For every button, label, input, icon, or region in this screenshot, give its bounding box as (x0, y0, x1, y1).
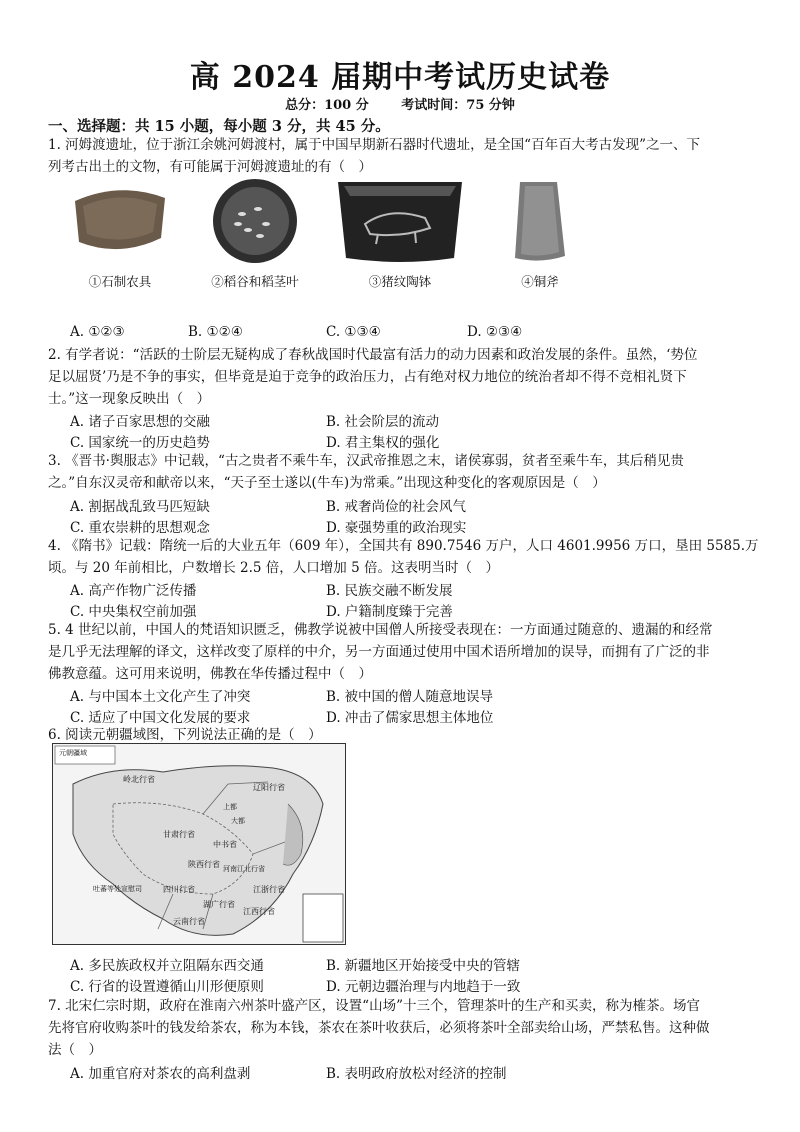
exam-meta (0, 94, 800, 113)
q5-option-d[interactable]: D. 冲击了儒家思想主体地位 (326, 710, 494, 726)
copper-axe-image (495, 176, 585, 266)
pig-pottery-image (330, 176, 470, 266)
q6-option-a[interactable]: A. 多民族政权并立阻隔东西交通 (70, 958, 264, 974)
q1-stem-line: 列考古出土的文物，有可能属于河姆渡遗址的有（ ） (48, 159, 372, 175)
q3-stem-line: 3. 《晋书·舆服志》中记载，“古之贵者不乘牛车，汉武帝推恩之末，诸侯寡弱，贫者至乘牛车，其后稍见贵 (48, 453, 684, 469)
q2-stem-line: 足以屈贤’乃是不争的事实，但毕竟是迫于竞争的政治压力，占有绝对权力地位的统治者却不得不竞相礼贤下 (48, 369, 687, 385)
map-label: 吐蕃等处宣慰司 (93, 885, 142, 893)
section-heading: 一、选择题：共 15 小题，每小题 3 分，共 45 分。 (48, 118, 390, 135)
q4-stem-line: 顷。与 20 年前相比，户数增长 2.5 倍，人口增加 5 倍。这表明当时（ ） (48, 560, 499, 576)
q1-option-b[interactable]: B. ①②④ (188, 324, 243, 340)
map-label: 四川行省 (163, 885, 195, 894)
map-label: 河南江北行省 (223, 865, 265, 873)
q3-stem-line: 之。”自东汉灵帝和献帝以来，“天子至士遂以(牛车)为常乘。”出现这种变化的客观原因是（ ） (48, 475, 606, 491)
stone-tool-image (65, 176, 175, 266)
q2-stem-line: 2. 有学者说：“活跃的士阶层无疑构成了春秋战国时代最富有活力的动力因素和政治发展的条件。虽然，‘势位 (48, 347, 698, 363)
q2-stem-line: 士。”这一现象反映出（ ） (48, 391, 211, 407)
q4-option-d[interactable]: D. 户籍制度臻于完善 (326, 604, 453, 620)
q3-option-b[interactable]: B. 戒奢尚俭的社会风气 (326, 499, 467, 515)
artifact-caption: ③猪纹陶钵 (368, 274, 432, 289)
artifact-rice (195, 176, 315, 290)
q2-option-d[interactable]: D. 君主集权的强化 (326, 435, 440, 451)
q5-option-a[interactable]: A. 与中国本土文化产生了冲突 (70, 689, 251, 705)
map-label: 岭北行省 (123, 775, 155, 784)
q7-option-a[interactable]: A. 加重官府对茶农的高利盘剥 (70, 1066, 251, 1082)
q1-stem-line: 1. 河姆渡遗址，位于浙江余姚河姆渡村，属于中国早期新石器时代遗址，是全国“百年百大考古发现”之一、下 (48, 137, 700, 153)
q2-option-c[interactable]: C. 国家统一的历史趋势 (70, 435, 210, 451)
map-label: 中书省 (213, 840, 237, 849)
total-score: 总分：100 分 (285, 98, 369, 113)
artifact-copper-axe (490, 176, 590, 290)
map-label: 上都 (223, 803, 237, 811)
q5-option-b[interactable]: B. 被中国的僧人随意地误导 (326, 689, 494, 705)
q5-stem-line: 佛教意蕴。这可用来说明，佛教在华传播过程中（ ） (48, 666, 372, 682)
rice-image (200, 176, 310, 266)
exam-title: 高 2024 届期中考试历史试卷 (189, 60, 611, 95)
q4-stem-line: 4. 《隋书》记载：隋统一后的大业五年（609 年），全国共有 890.7546 万户，人口 4601.9956 万口，垦田 5585.万 (48, 538, 759, 554)
artifact-caption: ①石制农具 (88, 274, 152, 289)
q7-stem-line: 先将官府收购茶叶的钱发给茶农，称为本钱，茶农在茶叶收获后，必须将茶叶全部卖给山场，严禁私售。这种做 (48, 1020, 710, 1036)
map-shapes (53, 744, 345, 944)
artifact-caption: ②稻谷和稻茎叶 (211, 274, 299, 289)
q2-option-a[interactable]: A. 诸子百家思想的交融 (70, 414, 210, 430)
map-label: 辽阳行省 (253, 783, 285, 792)
q5-option-c[interactable]: C. 适应了中国文化发展的要求 (70, 710, 251, 726)
q3-option-d[interactable]: D. 豪强势重的政治现实 (326, 520, 467, 536)
yuan-dynasty-map (52, 743, 346, 945)
q1-option-c[interactable]: C. ①③④ (326, 324, 381, 340)
q5-stem-line: 5. 4 世纪以前，中国人的梵语知识匮乏，佛教学说被中国僧人所接受表现在：一方面通过随意的、遗漏的和经常 (48, 622, 713, 638)
q7-stem-line: 法（ ） (48, 1042, 102, 1058)
q7-stem-line: 7. 北宋仁宗时期，政府在淮南六州茶叶盛产区，设置“山场”十三个，管理茶叶的生产和买卖，称为榷茶。场官 (48, 998, 700, 1014)
map-label: 江浙行省 (253, 885, 285, 894)
q4-option-b[interactable]: B. 民族交融不断发展 (326, 583, 453, 599)
map-label: 大都 (231, 817, 245, 825)
q6-option-b[interactable]: B. 新疆地区开始接受中央的管辖 (326, 958, 521, 974)
map-label: 江西行省 (243, 907, 275, 916)
q4-option-c[interactable]: C. 中央集权空前加强 (70, 604, 197, 620)
artifact-caption: ④铜斧 (521, 274, 559, 289)
map-label: 云南行省 (173, 917, 205, 926)
q3-option-c[interactable]: C. 重农崇耕的思想观念 (70, 520, 210, 536)
q6-option-c[interactable]: C. 行省的设置遵循山川形便原则 (70, 979, 264, 995)
map-legend: 元朝疆域 (59, 749, 87, 757)
map-label: 甘肃行省 (163, 830, 195, 839)
artifact-stone-tool (60, 176, 180, 290)
q6-option-d[interactable]: D. 元朝边疆治理与内地趋于一致 (326, 979, 521, 995)
map-label: 湖广行省 (203, 900, 235, 909)
q3-option-a[interactable]: A. 割据战乱致马匹短缺 (70, 499, 210, 515)
exam-time: 考试时间：75 分钟 (401, 98, 515, 113)
q6-stem-line: 6. 阅读元朝疆域图，下列说法正确的是（ ） (48, 727, 322, 743)
q7-option-b[interactable]: B. 表明政府放松对经济的控制 (326, 1066, 507, 1082)
q1-option-a[interactable]: A. ①②③ (70, 324, 125, 340)
q4-option-a[interactable]: A. 高产作物广泛传播 (70, 583, 197, 599)
q1-option-d[interactable]: D. ②③④ (467, 324, 523, 340)
artifact-pig-pottery (330, 176, 470, 290)
map-label: 陕西行省 (188, 860, 220, 869)
q5-stem-line: 是几乎无法理解的译文，这样改变了原样的中介，另一方面通过使用中国术语所增加的误导，而拥有了广泛的非 (48, 644, 710, 660)
q1-artifact-images (60, 176, 620, 311)
q2-option-b[interactable]: B. 社会阶层的流动 (326, 414, 440, 430)
